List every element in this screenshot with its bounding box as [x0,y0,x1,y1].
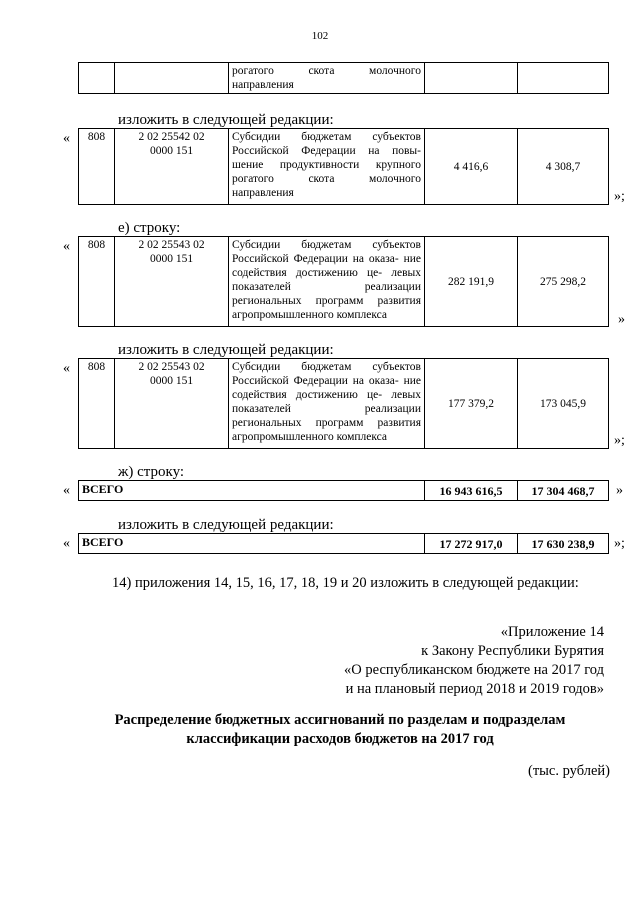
page-number: 102 [311,30,329,42]
table-continuation [78,62,609,94]
text-line: рогатого скота молочного [232,65,421,77]
text-line: рогатого скота молочного [232,173,421,185]
text-line: левых показателей реализации [232,267,421,293]
intro-new-edition-3: изложить в следующей редакции: [118,517,334,533]
text-line: шение продуктивности крупного [232,159,421,171]
cell-empty [79,63,115,94]
cell-text [229,63,425,94]
cell-empty [518,63,609,94]
quote-close-semi: »; [614,433,625,448]
quote-open: « [63,536,70,551]
text-line: агропромышленного комплекса [232,309,388,321]
quote-close-semi: »; [614,189,625,204]
table-total-old [78,480,609,501]
cell-text [229,129,425,205]
table-row-b [78,236,609,327]
quote-open: « [63,361,70,376]
title-line: классификации расходов бюджетов на 2017 год [186,731,494,747]
cell-value-2017: 177 379,2 [425,359,518,449]
text-line: ние содействия достижению це- [232,375,421,401]
kbk-line: 0000 151 [149,375,194,387]
quote-open: « [63,131,70,146]
units-label: (тыс. рублей) [528,763,610,779]
appendix-line: «О республиканском бюджете на 2017 год [344,662,604,678]
document-title [60,711,620,749]
text-line: Российской Федерации на оказа- [232,375,399,387]
kbk-line: 2 02 25543 02 [138,361,205,373]
cell-value-2018: 173 045,9 [518,359,609,449]
text-line: Российской Федерации на повы- [232,145,421,157]
table-total-new [78,533,609,554]
text-line: Субсидии бюджетам субъектов [232,361,421,373]
quote-open: « [63,239,70,254]
paragraph-14: 14) приложения 14, 15, 16, 17, 18, 19 и 20 изложить в следующей редакции: [112,575,579,591]
quote-close-semi: »; [614,536,625,551]
cell-value-2018: 4 308,7 [518,129,609,205]
title-line: Распределение бюджетных ассигнований по разделам и подразделам [114,712,566,728]
quote-close: » [616,483,623,498]
cell-value-2018: 275 298,2 [518,237,609,327]
cell-text [229,359,425,449]
cell-code: 808 [79,359,115,449]
cell-code: 808 [79,237,115,327]
cell-value-2017: 282 191,9 [425,237,518,327]
text-line: ние содействия достижению це- [232,253,421,279]
intro-new-edition-1: изложить в следующей редакции: [118,112,334,128]
quote-close: » [618,312,625,327]
intro-e: е) строку: [118,220,181,236]
cell-total-2017: 16 943 616,5 [425,481,518,501]
text-line: Субсидии бюджетам субъектов [232,131,421,143]
kbk-line: 0000 151 [149,253,194,265]
cell-value-2017: 4 416,6 [425,129,518,205]
text-line: Субсидии бюджетам субъектов [232,239,421,251]
cell-total-2018: 17 304 468,7 [518,481,609,501]
text-line: направления [232,79,294,91]
cell-kbk [115,237,229,327]
cell-total-label: ВСЕГО [79,534,425,554]
cell-code: 808 [79,129,115,205]
text-line: левых показателей реализации [232,389,421,415]
kbk-line: 0000 151 [149,145,194,157]
text-line: региональных программ развития [232,295,421,307]
cell-text [229,237,425,327]
text-line: Российской Федерации на оказа- [232,253,399,265]
cell-total-2018: 17 630 238,9 [518,534,609,554]
intro-new-edition-2: изложить в следующей редакции: [118,342,334,358]
quote-open: « [63,483,70,498]
text-line: региональных программ развития [232,417,421,429]
appendix-header [344,623,604,699]
cell-total-label: ВСЕГО [79,481,425,501]
appendix-line: и на плановый период 2018 и 2019 годов» [345,681,604,697]
intro-zh: ж) строку: [118,464,185,480]
table-row-c [78,358,609,449]
cell-empty [425,63,518,94]
table-row-a [78,128,609,205]
kbk-line: 2 02 25543 02 [138,239,205,251]
cell-empty [115,63,229,94]
cell-kbk [115,359,229,449]
cell-total-2017: 17 272 917,0 [425,534,518,554]
cell-kbk [115,129,229,205]
text-line: направления [232,187,294,199]
kbk-line: 2 02 25542 02 [138,131,205,143]
appendix-line: к Закону Республики Бурятия [421,643,604,659]
appendix-line: «Приложение 14 [500,624,604,640]
text-line: агропромышленного комплекса [232,431,388,443]
